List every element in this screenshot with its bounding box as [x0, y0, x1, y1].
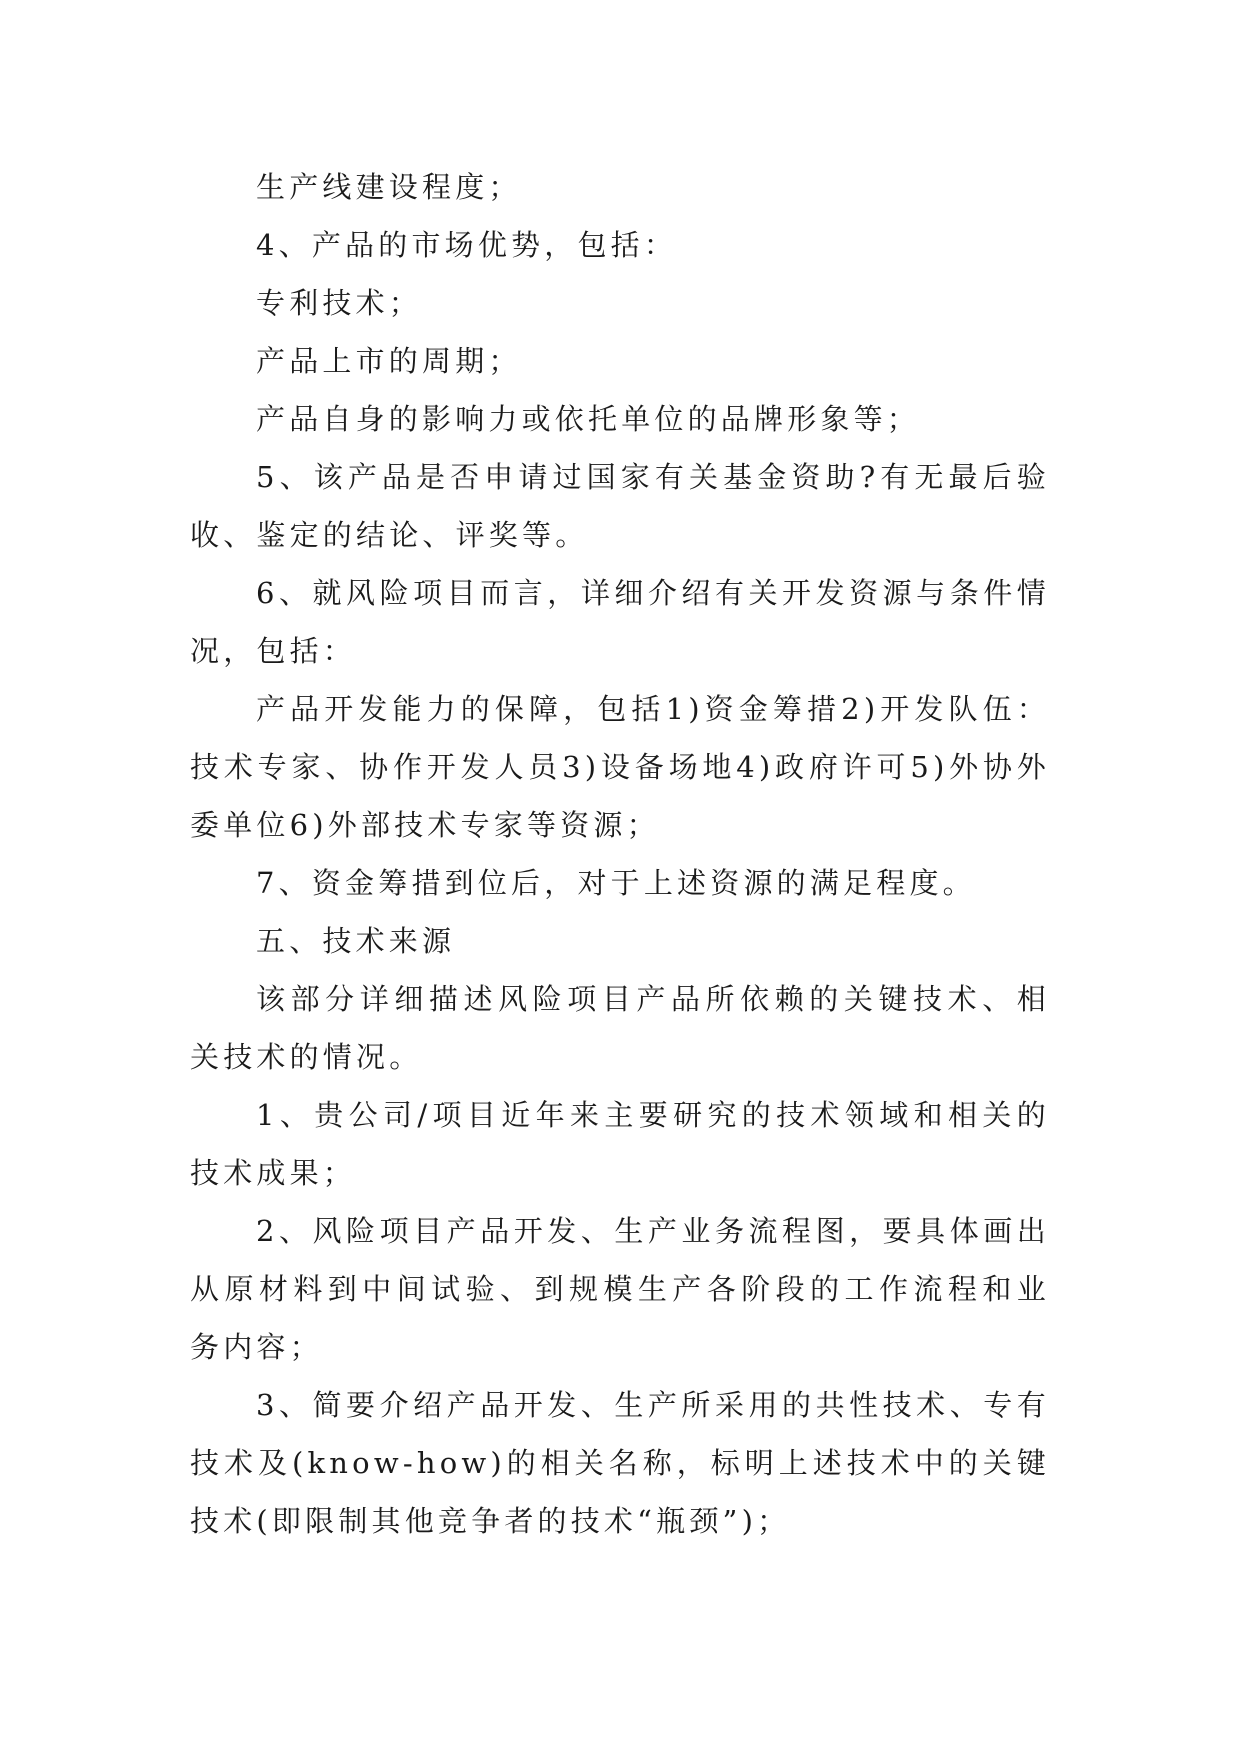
paragraph-market-cycle: 产品上市的周期；: [256, 344, 522, 378]
section-heading-tech-source: 五、技术来源: [256, 924, 456, 958]
paragraph-dev-resources: 6、就风险项目而言，详细介绍有关开发资源与条件情况，包括：: [190, 576, 1050, 668]
paragraph-research-fields: 1、贵公司/项目近年来主要研究的技术领域和相关的技术成果；: [190, 1098, 1050, 1190]
paragraph-process-flow: 2、风险项目产品开发、生产业务流程图，要具体画出从原材料到中间试验、到规模生产各阶段的工作流程和业务内容；: [190, 1214, 1050, 1364]
paragraph-brand-image: 产品自身的影响力或依托单位的品牌形象等；: [256, 402, 921, 436]
paragraph-funding-satisfaction: 7、资金筹措到位后，对于上述资源的满足程度。: [256, 866, 976, 900]
paragraph-production-line: 生产线建设程度；: [256, 170, 522, 204]
paragraph-tech-description: 该部分详细描述风险项目产品所依赖的关键技术、相关技术的情况。: [190, 982, 1050, 1074]
document-page: [190, 158, 1050, 1550]
paragraph-dev-capability: 产品开发能力的保障，包括1)资金筹措2)开发队伍：技术专家、协作开发人员3)设备场地4)政府许可5)外协外委单位6)外部技术专家等资源；: [190, 692, 1050, 842]
paragraph-fund-support: 5、该产品是否申请过国家有关基金资助?有无最后验收、鉴定的结论、评奖等。: [190, 460, 1050, 552]
paragraph-patent: 专利技术；: [256, 286, 423, 320]
paragraph-key-technology: 3、简要介绍产品开发、生产所采用的共性技术、专有技术及(know-how)的相关名称，标明上述技术中的关键技术(即限制其他竞争者的技术“瓶颈”)；: [190, 1388, 1050, 1538]
paragraph-market-advantage: 4、产品的市场优势，包括：: [256, 228, 678, 262]
